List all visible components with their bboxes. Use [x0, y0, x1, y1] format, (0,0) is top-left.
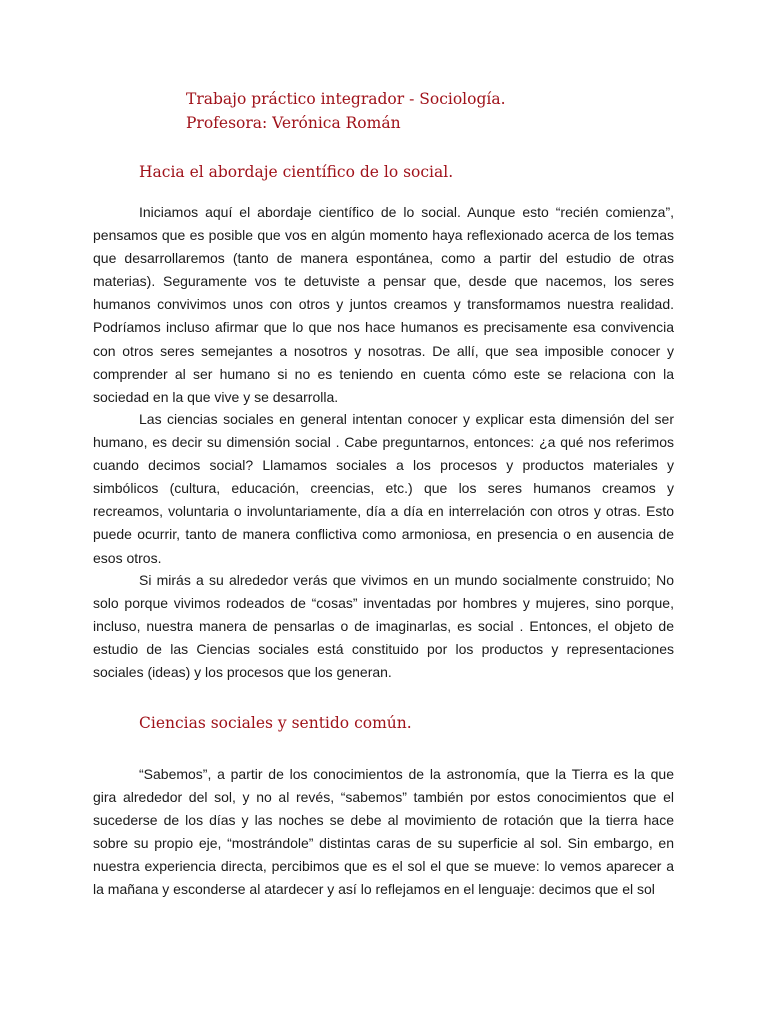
section-heading-scientific-approach: Hacia el abordaje científico de lo social.: [139, 163, 454, 181]
paragraph-social-sciences: Las ciencias sociales en general intentan conocer y explicar esta dimensión del ser humano, es decir su dimensión social . Cabe preguntarnos, entonces: ¿a qué nos referimos cuando decimos social? Llamamos sociales a los procesos y productos materiales y simbólicos (cultura, educación, creencias, etc.) que los seres humanos creamos y recreamos, voluntaria o involuntariamente, día a día en interrelación con otros y otras. Esto puede ocurrir, tanto de manera conflictiva como armoniosa, en presencia o en ausencia de esos otros.: [93, 411, 674, 566]
paragraph-astronomy: “Sabemos”, a partir de los conocimientos de la astronomía, que la Tierra es la que gira alrededor del sol, y no al revés, “sabemos” también por estos conocimientos que el sucederse de los días y las noches se debe al movimiento de rotación que la tierra hace sobre su propio eje, “mostrándole” distintas caras de su superficie al sol. Sin embargo, en nuestra experiencia directa, percibimos que es el sol el que se mueve: lo vemos aparecer a la mañana y esconderse al atardecer y así lo reflejamos en el lenguaje: decimos que el sol: [93, 766, 674, 898]
section-heading-common-sense: Ciencias sociales y sentido común.: [139, 714, 412, 732]
paragraph-intro: Iniciamos aquí el abordaje científico de lo social. Aunque esto “recién comienza”, pensamos que es posible que vos en algún momento haya reflexionado acerca de los temas que desarrollaremos (tanto de manera espontánea, como a partir del estudio de otras materias). Seguramente vos te detuviste a pensar que, desde que nacemos, los seres humanos convivimos unos con otros y juntos creamos y transformamos nuestra realidad. Podríamos incluso afirmar que lo que nos hace humanos es precisamente esa convivencia con otros seres semejantes a nosotros y nosotras. De allí, que sea imposible conocer y comprender al ser humano si no es teniendo en cuenta cómo este se relaciona con la sociedad en la que vive y se desarrolla.: [93, 204, 674, 405]
paragraph-social-world: Si mirás a su alrededor verás que vivimos en un mundo socialmente construido; No solo porque vivimos rodeados de “cosas” inventadas por hombres y mujeres, sino porque, incluso, nuestra manera de pensarlas o de imaginarlas, es social . Entonces, el objeto de estudio de las Ciencias sociales está constituido por los productos y representaciones sociales (ideas) y los procesos que los generan.: [93, 572, 674, 681]
teacher-name: Profesora: Verónica Román: [186, 114, 401, 132]
assignment-title: Trabajo práctico integrador - Sociología.: [186, 90, 506, 108]
